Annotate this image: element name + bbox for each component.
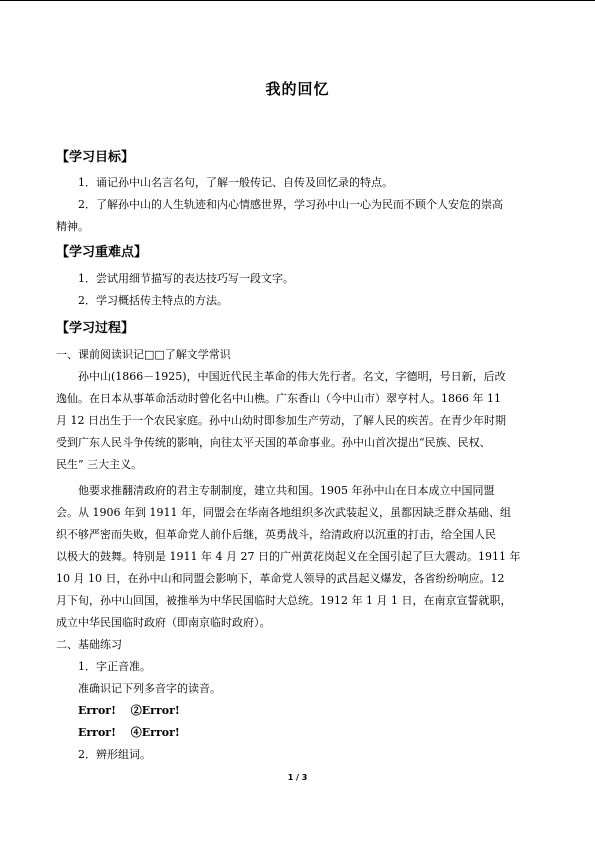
key-item-1: 1．尝试用细节描写的表达技巧写一段文字。 <box>78 272 294 285</box>
part1-p2-line: 会。从 1906 年到 1911 年，同盟会在华南各地组织多次武装起义，虽都因缺乏群众基础、组 <box>56 506 511 519</box>
part1-p1-line: 逸仙。在日本从事革命活动时曾化名中山樵。广东香山（今中山市）翠亨村人。1866 年 11 <box>56 392 501 405</box>
goal-item-1: 1．诵记孙中山名言名句，了解一般传记、自传及回忆录的特点。 <box>78 176 393 189</box>
page-title: 我的回忆 <box>265 80 330 98</box>
goal-item-2b: 精神。 <box>56 220 89 233</box>
part1-p1-line: 孙中山(1866－1925)，中国近代民主革命的伟大先行者。名文，字德明，号日新，后改 <box>78 370 506 383</box>
error-row-1: Error! ②Error! <box>78 704 180 717</box>
section-heading-process: 【学习过程】 <box>56 321 135 336</box>
part1-p2-line: 他要求推翻清政府的君主专制制度，建立共和国。1905 年孙中山在日本成立中国同盟 <box>78 484 495 497</box>
part1-p2-line: 以极大的鼓舞。特别是 1911 年 4 月 27 日的广州黄花岗起义在全国引起了巨大震动。1911 年 <box>56 550 521 563</box>
part2-item-2: 2．辨形组词。 <box>78 748 151 761</box>
top-border-line <box>0 0 595 1</box>
section-heading-key-points: 【学习重难点】 <box>56 245 148 260</box>
part1-p2-line: 10 月 10 日，在孙中山和同盟会影响下，革命党人领导的武昌起义爆发，各省纷纷响应。12 <box>56 572 505 585</box>
part1-p1-line: 月 12 日出生于一个农民家庭。孙中山幼时即参加生产劳动，了解人民的疾苦。在青少年时期 <box>56 414 506 427</box>
part1-p2-line: 月下旬，孙中山回国，被推举为中华民国临时大总统。1912 年 1 月 1 日，在南京宣誓就职， <box>56 594 512 607</box>
section-heading-goals: 【学习目标】 <box>56 150 135 165</box>
part1-p2-line: 织不够严密而失败，但革命党人前仆后继，英勇战斗，给清政府以沉重的打击，给全国人民 <box>56 528 496 541</box>
goal-item-2a: 2．了解孙中山的人生轨迹和内心情感世界，学习孙中山一心为民而不顾个人安危的崇高 <box>78 198 503 211</box>
part2-item-1: 1．字正音准。 <box>78 660 151 673</box>
part2-item-1-desc: 准确识记下列多音字的读音。 <box>78 682 221 695</box>
part2-heading: 二、基础练习 <box>56 638 122 651</box>
key-item-2: 2．学习概括传主特点的方法。 <box>78 294 228 307</box>
part1-p2-line: 成立中华民国临时政府（即南京临时政府）。 <box>56 616 271 629</box>
part1-heading: 一、课前阅读识记□□了解文学常识 <box>56 348 231 361</box>
page-number: 1 / 3 <box>287 773 308 782</box>
error-row-2: Error! ④Error! <box>78 726 180 739</box>
part1-p1-line: 受到广东人民斗争传统的影响，向往太平天国的革命事业。孙中山首次提出“民族、民权、 <box>56 436 491 449</box>
part1-p1-line: 民生” 三大主义。 <box>56 458 143 471</box>
